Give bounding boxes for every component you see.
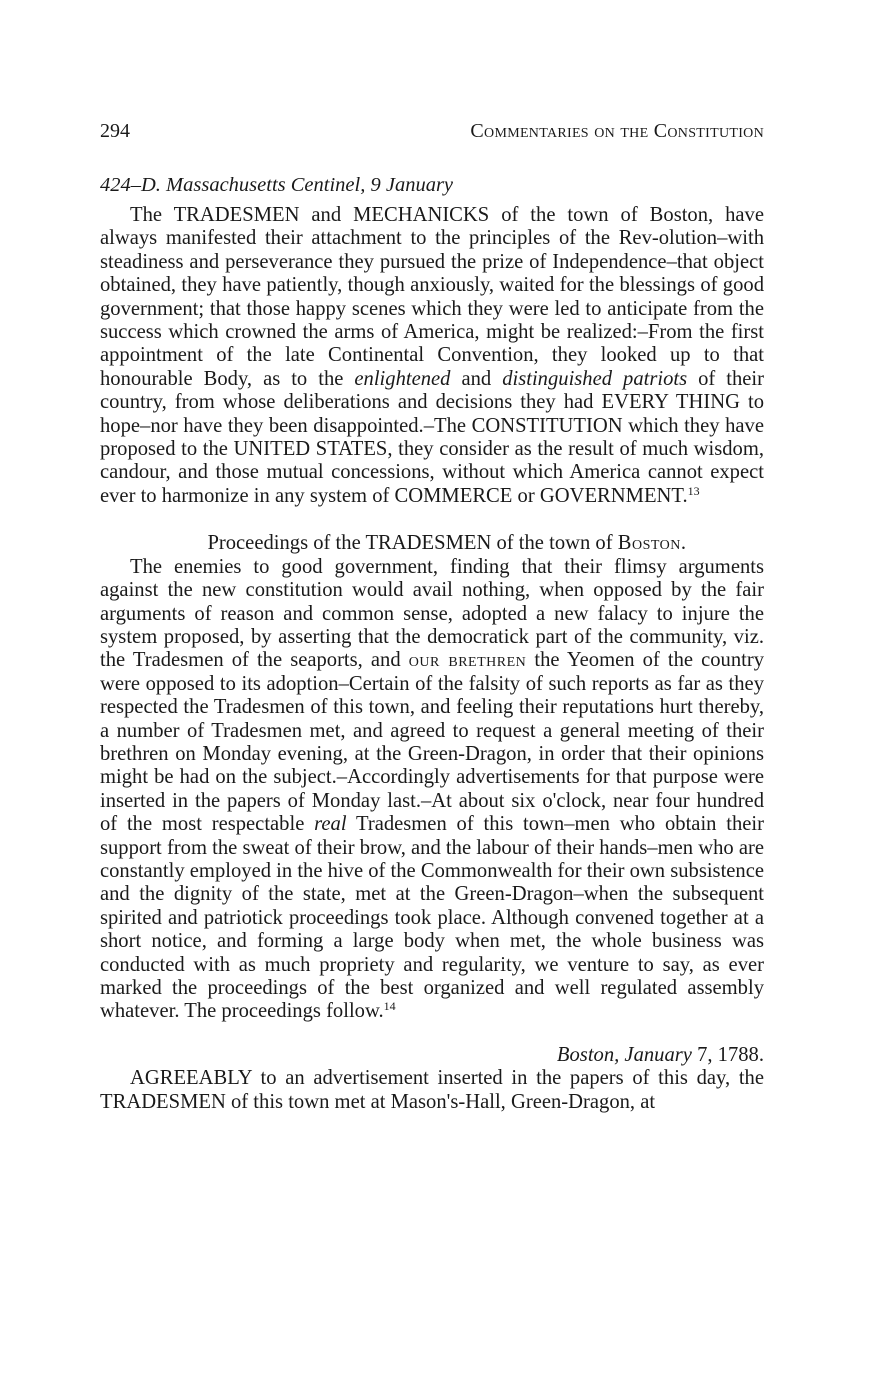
text-run: of their country, from whose deliberations and decisions they had EVERY THING to hope–nor have they been disappointed.–The CONSTITUTION which they have proposed to the UNITED STATES, they consider as the result of much wisdom, candour, and those mutual concessions, without which America cannot expect ever to harmonize in any system of COMMERCE or GOVERNMENT. (100, 367, 765, 507)
paragraph-intro (100, 204, 764, 508)
running-head (100, 120, 764, 148)
dateline (100, 1044, 764, 1067)
emphasis: enlightened (354, 367, 451, 390)
small-caps-text: our brethren (408, 649, 527, 672)
text-run: Tradesmen of this town–men who obtain their support from the sweat of their brow, and the labour of their hands–men who are constantly employed in the hive of the Commonwealth for their own subsistence and the dignity of the state, met at the Green-Dragon–when the subsequent spirited and patriotick proceedings took place. Although convened together at a short notice, and forming a large body when met, the whole business was conducted with as much propriety and regularity, we venture to say, as ever marked the proceedings of the best organized and well regulated assembly whatever. The proceedings follow. (100, 813, 765, 1023)
paragraph-proceedings (100, 556, 764, 1024)
document-heading: 424–D. Massachusetts Centinel, 9 January (100, 174, 454, 196)
dateline-date: 7, 1788. (691, 1043, 764, 1066)
emphasis: real (314, 813, 347, 836)
text-run: and (450, 367, 503, 390)
text-run: Proceedings of the TRADESMEN of the town of (207, 532, 618, 555)
dateline-place: Boston, January (556, 1043, 692, 1066)
footnote-marker: 14 (383, 999, 396, 1014)
emphasis: distinguished patriots (502, 367, 688, 390)
small-caps-text: Boston. (617, 532, 687, 555)
proceedings-heading (100, 532, 764, 555)
paragraph-agreeably: AGREEABLY to an advertisement inserted in the papers of this day, the TRADESMEN of this town met at Mason's-Hall, Green-Dragon, at (100, 1067, 764, 1113)
document-body (100, 204, 764, 1114)
running-title: Commentaries on the Constitution (470, 120, 764, 142)
footnote-marker: 13 (687, 483, 700, 498)
text-run: The TRADESMEN and MECHANICKS of the town of Boston, have always manifested their attachment to the principles of the Rev-olution–with steadiness and perseverance they pursued the prize of Independence–that object obtained, they have patiently, though anxiously, waited for the blessings of good government; that those happy scenes which they were led to anticipate from the success which crowned the arms of America, might be realized:–From the first appointment of the late Continental Convention, they looked up to that honourable Body, as to the (100, 204, 764, 390)
page-number: 294 (100, 120, 130, 142)
text-run: The enemies to good government, finding that their flimsy arguments against the new constitution would avail nothing, when opposed by the fair arguments of reason and common sense, adopted a new falacy to injure the system proposed, by asserting that the democratick part of the community, viz. the Tradesmen of the seaports, and (100, 555, 764, 672)
text-run: the Yeomen of the country were opposed to its adoption–Certain of the falsity of such reports as far as they respected the Tradesmen of this town, and feeling their reputations hurt thereby, a number of Tradesmen met, and agreed to request a general meeting of their brethren on Monday evening, at the Green-Dragon, in order that their opinions might be had on the subject.–Accordingly advertisements for that purpose were inserted in the papers of Monday last.–At about six o'clock, near four hundred of the most respectable (100, 649, 764, 836)
